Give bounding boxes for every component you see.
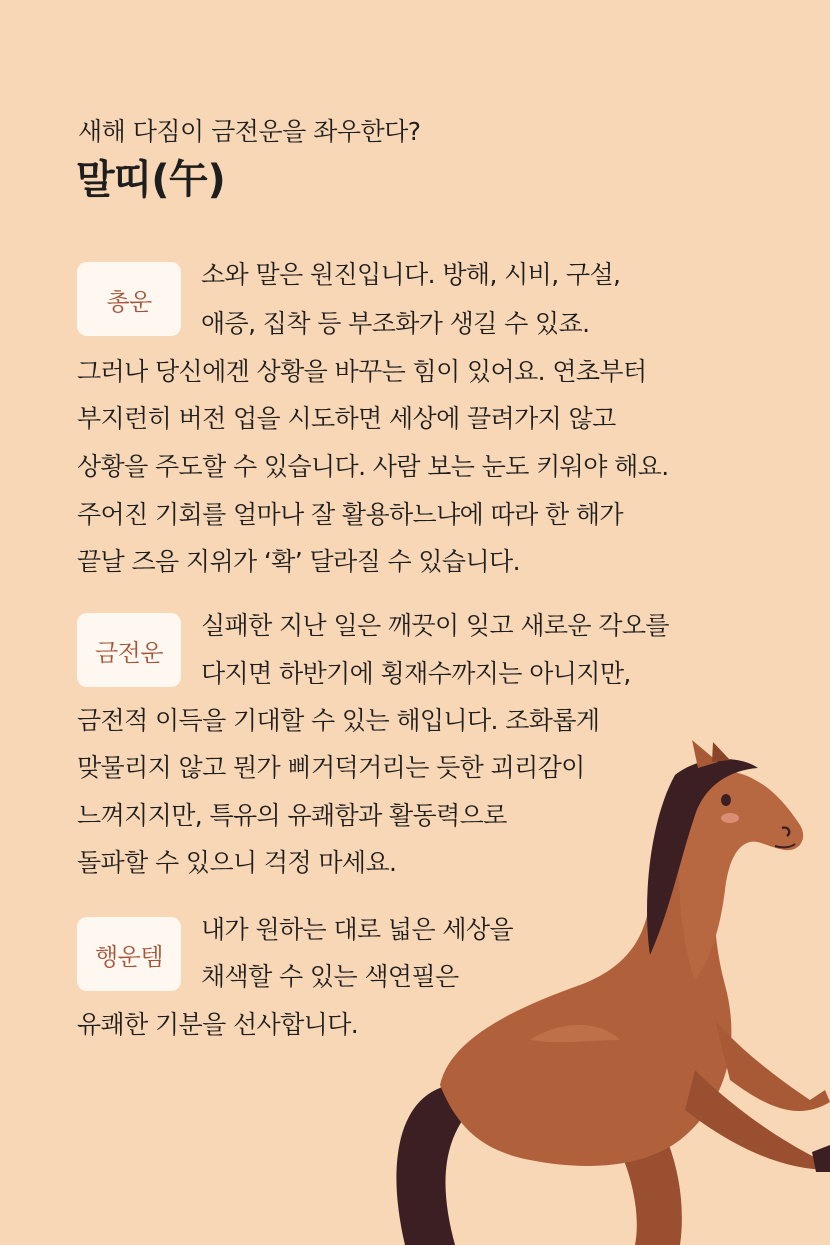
text-line: 소와 말은 원진입니다. 방해, 시비, 구설, <box>201 260 621 289</box>
badge-label: 총운 <box>106 287 152 316</box>
horse-cheek <box>721 813 739 823</box>
text-line: 느껴지지만, 특유의 유쾌함과 활동력으로 <box>77 801 507 830</box>
text-line: 부지런히 버전 업을 시도하면 세상에 끌려가지 않고 <box>77 404 616 433</box>
text-line: 내가 원하는 대로 넓은 세상을 <box>201 915 513 944</box>
text-line: 상황을 주도할 수 있습니다. 사람 보는 눈도 키워야 해요. <box>77 452 669 481</box>
text-line: 주어진 기회를 얼마나 잘 활용하느냐에 따라 한 해가 <box>77 500 623 529</box>
horse-ear-2 <box>712 742 730 762</box>
text-line: 금전적 이득을 기대할 수 있는 해입니다. 조화롭게 <box>77 706 600 735</box>
page-subtitle: 새해 다짐이 금전운을 좌우한다? <box>78 117 421 146</box>
text-line: 돌파할 수 있으니 걱정 마세요. <box>77 848 397 877</box>
text-line: 끝날 즈음 지위가 ‘확’ 달라질 수 있습니다. <box>77 547 520 576</box>
badge-money-fortune <box>77 613 181 687</box>
text-line: 애증, 집착 등 부조화가 생길 수 있죠. <box>201 309 590 338</box>
badge-label: 금전운 <box>94 638 164 667</box>
horse-front-leg <box>715 1020 830 1111</box>
text-line: 유쾌한 기분을 선사합니다. <box>77 1010 359 1039</box>
badge-overall-fortune <box>77 262 181 336</box>
text-line: 실패한 지난 일은 깨끗이 잊고 새로운 각오를 <box>201 611 669 640</box>
badge-lucky-item <box>77 917 181 991</box>
text-line: 그러나 당신에겐 상황을 바꾸는 힘이 있어요. 연초부터 <box>77 357 647 386</box>
text-line: 다지면 하반기에 횡재수까지는 아니지만, <box>201 659 631 688</box>
horse-eye <box>721 794 731 806</box>
text-line: 맞물리지 않고 뭔가 삐거덕거리는 듯한 괴리감이 <box>77 753 585 782</box>
text-line: 채색할 수 있는 색연필은 <box>201 962 459 991</box>
badge-label: 행운템 <box>94 942 164 971</box>
page-title: 말띠(午) <box>76 157 225 203</box>
